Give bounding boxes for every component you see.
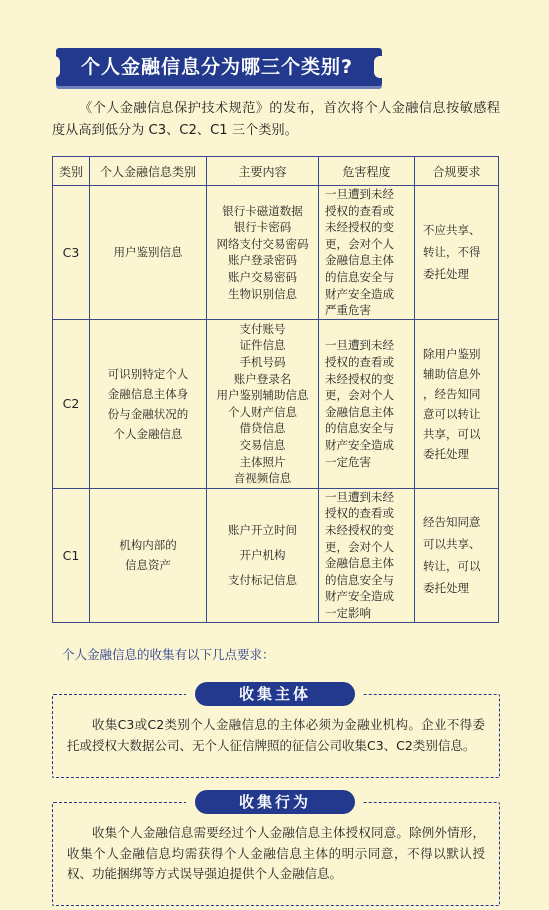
cell-line: 音视频信息 (233, 471, 292, 486)
cell-harm (319, 319, 415, 488)
section-collector-box (52, 694, 500, 778)
title-banner (50, 48, 384, 90)
cell-line: 未经授权的变 (325, 523, 394, 537)
cell-line: 不应共享、 (423, 223, 481, 238)
cell-line: 授权的查看或 (325, 506, 394, 521)
header-harm: 危害程度 (319, 157, 415, 186)
cell-line: ，经告知同 (423, 386, 481, 401)
cell-line: 委托处理 (423, 581, 469, 596)
cell-requirement (415, 319, 499, 488)
cell-line: 银行卡密码 (233, 220, 292, 235)
cell-line: 一旦遭到未经 (325, 489, 394, 504)
cell-line: 个人金融信息 (113, 426, 183, 441)
cell-line: 共享，可以 (423, 426, 481, 441)
header-content: 主要内容 (207, 157, 319, 186)
cell-line: 一定影响 (325, 605, 371, 620)
cell-line: 个人财产信息 (228, 404, 297, 419)
cell-line: 未经授权的变 (325, 220, 394, 235)
header-info-type: 个人金融信息类别 (90, 157, 207, 186)
cell-line: 借贷信息 (239, 421, 286, 436)
header-category: 类别 (53, 157, 90, 186)
cell-line: 更，会对个人 (325, 388, 394, 403)
cell-line: 财产安全造成 (325, 437, 394, 452)
page-title: 个人金融信息分为哪三个类别? (80, 56, 354, 78)
cell-line: 严重危害 (325, 303, 371, 318)
cell-requirement (415, 186, 499, 320)
cell-line: 信息资产 (125, 558, 171, 573)
cell-line: 金融信息主体 (325, 253, 394, 268)
cell-line: 银行卡磁道数据 (222, 203, 303, 218)
cell-line: 金融信息主体 (325, 556, 394, 571)
cell-line: 意可以转让 (423, 406, 481, 421)
cell-line: 用户鉴别辅助信息 (216, 388, 309, 403)
cell-info-type (90, 186, 207, 320)
cell-info-type (90, 488, 207, 622)
cell-line: 转让，不得 (423, 245, 481, 260)
cell-line: 账户登录密码 (228, 253, 297, 268)
cell-line: 交易信息 (239, 437, 286, 452)
cell-category: C2 (53, 319, 90, 488)
classification-table (52, 156, 499, 623)
cell-line: 证件信息 (239, 338, 286, 353)
cell-content (207, 319, 319, 488)
cell-requirement (415, 488, 499, 622)
cell-line: 的信息安全与 (325, 421, 394, 436)
cell-line: 账户开立时间 (228, 522, 297, 537)
table-header-row (53, 157, 499, 186)
cell-line: 主体照片 (239, 454, 286, 469)
cell-line: 用户鉴别信息 (113, 245, 183, 260)
cell-line: 开户机构 (239, 547, 286, 562)
cell-line: 一旦遭到未经 (325, 338, 394, 353)
cell-line: 委托处理 (423, 267, 469, 282)
section-behavior-text: 收集个人金融信息需要经过个人金融信息主体授权同意。除例外情形，收集个人金融信息均需获得个人金融信息主体的明示同意，不得以默认授权、功能捆绑等方式误导强迫提供个人金融信息。 (67, 825, 485, 881)
cell-line: 更，会对个人 (325, 236, 394, 251)
cell-harm (319, 488, 415, 622)
cell-line: 财产安全造成 (325, 286, 394, 301)
cell-line: 辅助信息外 (423, 366, 481, 381)
cell-line: 支付账号 (239, 321, 286, 336)
cell-line: 授权的查看或 (325, 203, 394, 218)
section-collector-text: 收集C3或C2类别个人金融信息的主体必须为金融业机构。企业不得委托或授权大数据公司、无个人征信牌照的征信公司收集C3、C2类别信息。 (67, 717, 485, 753)
table-row-c1 (53, 488, 499, 622)
cell-line: 可以共享、 (423, 537, 481, 552)
collection-intro: 个人金融信息的收集有以下几点要求： (62, 647, 275, 662)
cell-line: 的信息安全与 (325, 572, 394, 587)
cell-line: 转让，可以 (423, 559, 481, 574)
cell-line: 委托处理 (423, 446, 469, 461)
cell-line: 未经授权的变 (325, 371, 394, 386)
cell-line: 账户登录名 (233, 371, 292, 386)
section-behavior-label: 收集行为 (195, 790, 355, 814)
section-collector-label: 收集主体 (195, 682, 355, 706)
cell-info-type (90, 319, 207, 488)
cell-line: 生物识别信息 (228, 286, 297, 301)
cell-content (207, 488, 319, 622)
cell-line: 可识别特定个人 (107, 366, 189, 381)
cell-category: C3 (53, 186, 90, 320)
cell-line: 金融信息主体身 (107, 386, 189, 401)
cell-content (207, 186, 319, 320)
cell-line: 财产安全造成 (325, 589, 394, 604)
cell-line: 一旦遭到未经 (325, 187, 394, 201)
cell-line: 授权的查看或 (325, 354, 394, 369)
cell-line: 账户交易密码 (228, 269, 297, 284)
cell-category: C1 (53, 488, 90, 622)
cell-line: 经告知同意 (423, 515, 481, 530)
cell-line: 支付标记信息 (228, 572, 297, 587)
cell-line: 机构内部的 (119, 538, 177, 553)
section-behavior-box (52, 802, 500, 906)
table-row-c2 (53, 319, 499, 488)
cell-line: 网络支付交易密码 (216, 236, 309, 251)
intro-paragraph: 《个人金融信息保护技术规范》的发布，首次将个人金融信息按敏感程度从高到低分为 C3、C2、C1 三个类别。 (52, 101, 500, 138)
cell-line: 手机号码 (239, 354, 286, 369)
table-row-c3 (53, 186, 499, 320)
cell-harm (319, 186, 415, 320)
cell-line: 一定危害 (325, 454, 371, 469)
cell-line: 更，会对个人 (325, 539, 394, 554)
cell-line: 的信息安全与 (325, 269, 394, 284)
cell-line: 份与金融状况的 (107, 406, 189, 421)
cell-line: 除用户鉴别 (423, 346, 481, 361)
cell-line: 金融信息主体 (325, 404, 394, 419)
header-requirement: 合规要求 (415, 157, 499, 186)
